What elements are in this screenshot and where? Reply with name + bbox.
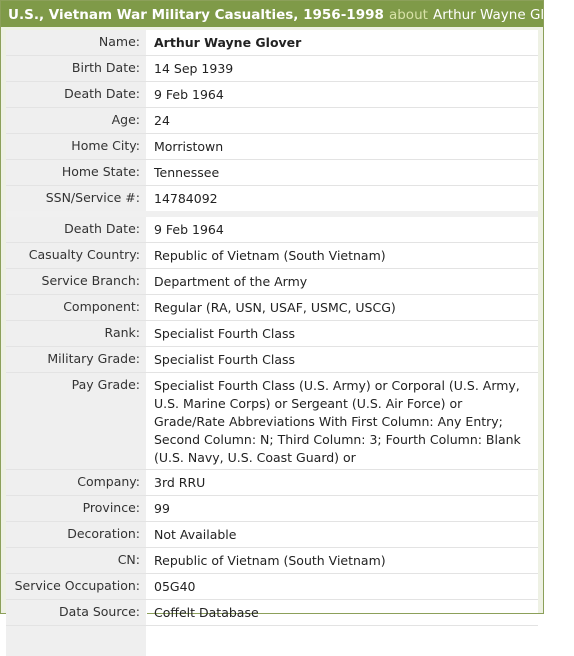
field-label: Birth Date:	[6, 56, 147, 81]
field-label: Death Date:	[6, 217, 147, 242]
field-label: Home State:	[6, 160, 147, 185]
field-label: Decoration:	[6, 522, 147, 547]
field-value: Republic of Vietnam (South Vietnam)	[154, 553, 386, 568]
field-label: Company:	[6, 470, 147, 495]
record-row-age	[6, 108, 538, 134]
title-bar	[1, 1, 574, 27]
record-row-data-source	[6, 600, 538, 626]
field-value: Specialist Fourth Class	[154, 352, 296, 367]
record-row-name	[6, 30, 538, 56]
record-row-home-state	[6, 160, 538, 186]
field-value: Coffelt Database	[154, 605, 259, 620]
field-label: Casualty Country:	[6, 243, 147, 268]
record-row-company	[6, 470, 538, 496]
field-value: Regular (RA, USN, USAF, USMC, USCG)	[154, 300, 396, 315]
field-value: Tennessee	[154, 165, 220, 180]
field-label: Death Date:	[6, 82, 147, 107]
record-row-service-branch	[6, 269, 538, 295]
field-label: CN:	[6, 548, 147, 573]
collection-title[interactable]: U.S., Vietnam War Military Casualties, 1956-1998	[8, 7, 384, 23]
field-label: Military Grade:	[6, 347, 147, 372]
field-label-empty	[6, 626, 147, 656]
field-label: Name:	[6, 30, 147, 55]
record-row-birth-date	[6, 56, 538, 82]
record-row-service-occupation	[6, 574, 538, 600]
about-text: about	[388, 7, 428, 23]
field-value: Specialist Fourth Class	[154, 326, 296, 341]
field-value: 99	[154, 501, 170, 516]
record-row-ssn	[6, 186, 538, 217]
field-label: Age:	[6, 108, 147, 133]
record-row-decoration	[6, 522, 538, 548]
record-row-home-city	[6, 134, 538, 160]
field-value: 14784092	[154, 191, 218, 206]
field-label: SSN/Service #:	[6, 186, 147, 211]
field-value: Not Available	[154, 527, 237, 542]
field-label: Pay Grade:	[6, 373, 147, 469]
field-value: Arthur Wayne Glover	[154, 35, 302, 50]
field-value: 14 Sep 1939	[154, 61, 234, 76]
record-row-province	[6, 496, 538, 522]
field-value: 24	[154, 113, 170, 128]
field-value: 9 Feb 1964	[154, 87, 224, 102]
field-label: Data Source:	[6, 600, 147, 625]
field-value: Morristown	[154, 139, 224, 154]
field-label: Service Occupation:	[6, 574, 147, 599]
record-row-death-date-2	[6, 217, 538, 243]
field-value: 9 Feb 1964	[154, 222, 224, 237]
person-name-link[interactable]: Arthur Wayne Glover	[433, 7, 574, 23]
field-value: 05G40	[154, 579, 196, 594]
field-label: Service Branch:	[6, 269, 147, 294]
field-label: Component:	[6, 295, 147, 320]
field-label: Rank:	[6, 321, 147, 346]
record-row-casualty-country	[6, 243, 538, 269]
record-row-empty	[6, 626, 538, 656]
field-value: Department of the Army	[154, 274, 308, 289]
field-label: Province:	[6, 496, 147, 521]
record-row-cn	[6, 548, 538, 574]
field-value: Republic of Vietnam (South Vietnam)	[154, 248, 386, 263]
field-value: 3rd RRU	[154, 475, 206, 490]
record-table	[6, 30, 538, 620]
record-row-rank	[6, 321, 538, 347]
field-label: Home City:	[6, 134, 147, 159]
field-value: Specialist Fourth Class (U.S. Army) or Corporal (U.S. Army, U.S. Marine Corps) or Sergeant (U.S. Air Force) or Grade/Rate Abbreviations With First Column: Any Entry; Second Column: N; Third Column: 3; Fourth Column: Blank (U.S. Navy, U.S. Coast Guard) or	[154, 378, 521, 465]
field-value-empty	[147, 626, 538, 656]
record-row-pay-grade	[6, 373, 538, 470]
record-row-military-grade	[6, 347, 538, 373]
record-row-death-date	[6, 82, 538, 108]
record-row-component	[6, 295, 538, 321]
